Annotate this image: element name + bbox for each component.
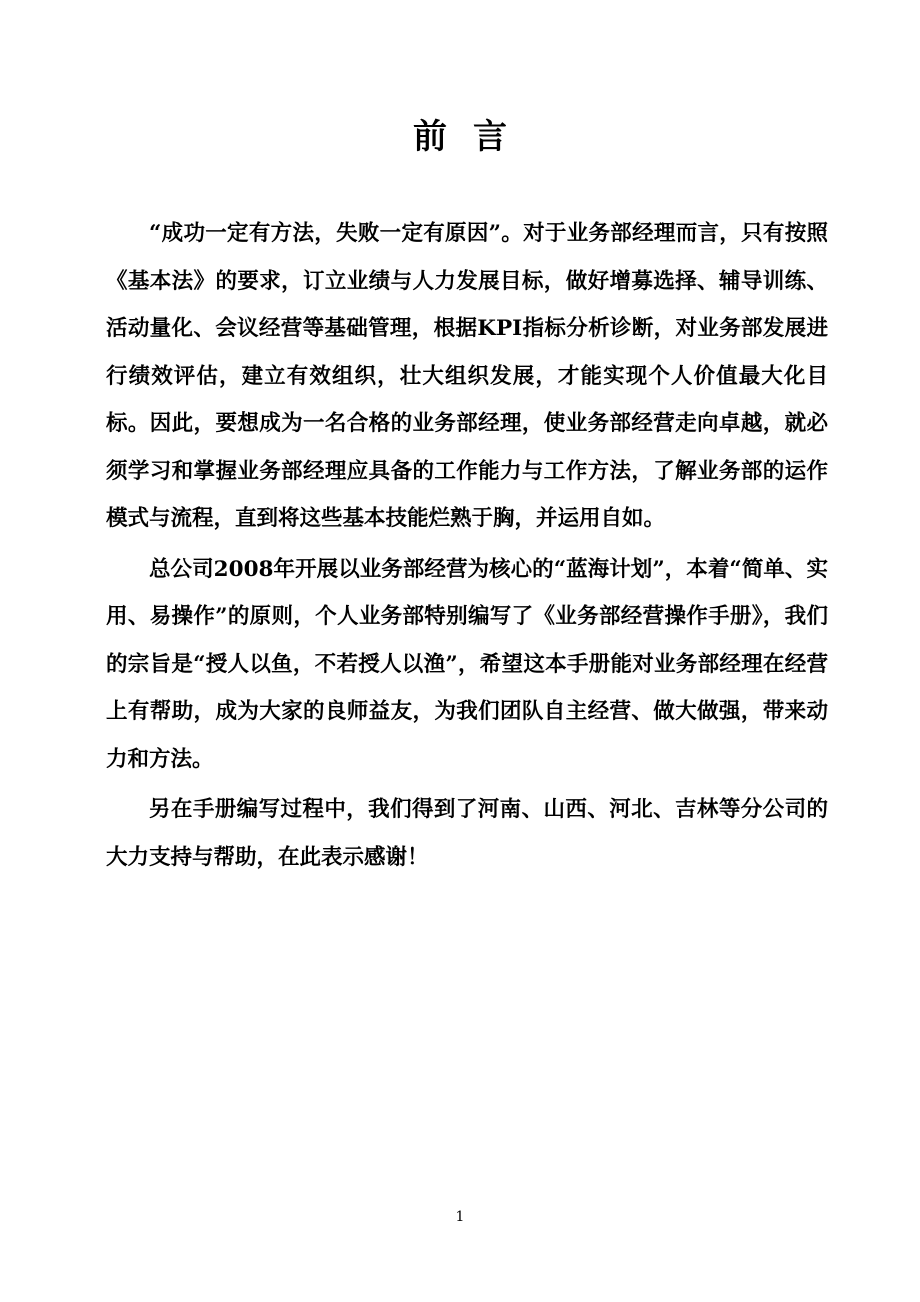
page-title: 前言 [413, 117, 533, 157]
paragraph-3: 另在手册编写过程中，我们得到了河南、山西、河北、吉林等分公司的大力支持与帮助，在此表示感谢！ [106, 797, 828, 870]
paragraph-2: 总公司2008年开展以业务部经营为核心的“蓝海计划”，本着“简单、实用、易操作”的原则，个人业务部特别编写了《业务部经营操作手册》，我们的宗旨是“授人以鱼，不若授人以渔”，希望这本手册能对业务部经理在经营上有帮助，成为大家的良师益友，为我们团队自主经营、做大做强，带来动力和方法。 [106, 556, 828, 772]
page-number: 1 [455, 1209, 465, 1225]
preface-body [106, 210, 828, 881]
paragraph-1: “成功一定有方法，失败一定有原因”。对于业务部经理而言，只有按照《基本法》的要求，订立业绩与人力发展目标，做好增募选择、辅导训练、活动量化、会议经营等基础管理，根据KPI指标分析诊断，对业务部发展进行绩效评估，建立有效组织，壮大组织发展，才能实现个人价值最大化目标。因此，要想成为一名合格的业务部经理，使业务部经营走向卓越，就必须学习和掌握业务部经理应具备的工作能力与工作方法，了解业务部的运作模式与流程，直到将这些基本技能烂熟于胸，并运用自如。 [106, 221, 828, 531]
